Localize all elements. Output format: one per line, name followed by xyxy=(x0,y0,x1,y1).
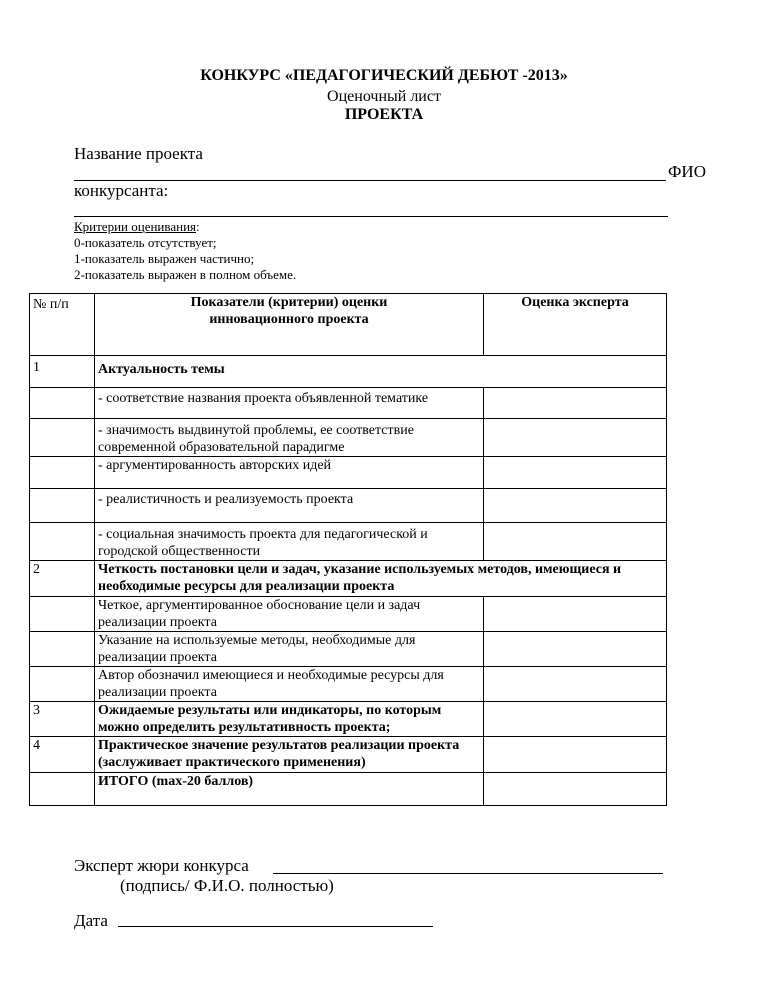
criteria-heading-suffix: : xyxy=(196,219,200,234)
score-cell[interactable] xyxy=(484,632,667,667)
date-label: Дата xyxy=(74,911,108,930)
project-name-label: Название проекта xyxy=(74,144,203,163)
document-title: КОНКУРС «ПЕДАГОГИЧЕСКИЙ ДЕБЮТ -2013» xyxy=(200,67,568,84)
header-score: Оценка эксперта xyxy=(484,294,667,356)
row-criterion-total: ИТОГО (max-20 баллов) xyxy=(95,773,484,806)
row-num xyxy=(30,388,95,419)
table-row xyxy=(30,356,667,388)
row-num: 1 xyxy=(30,356,95,388)
row-num xyxy=(30,667,95,702)
row-num xyxy=(30,523,95,561)
table-row xyxy=(30,702,667,737)
criteria-heading-text: Критерии оценивания xyxy=(74,219,197,234)
score-cell[interactable] xyxy=(484,523,667,561)
total-score-cell[interactable] xyxy=(484,773,667,806)
row-criterion: Практическое значение результатов реализации проекта (заслуживает практического применения) xyxy=(95,737,484,773)
row-criterion: Четкое, аргументированное обоснование цели и задач реализации проекта xyxy=(95,597,484,632)
row-criterion: Автор обозначил имеющиеся и необходимые ресурсы для реализации проекта xyxy=(95,667,484,702)
criteria-heading xyxy=(74,219,200,234)
criteria-item-2: 2-показатель выражен в полном объеме. xyxy=(74,267,297,282)
score-cell[interactable] xyxy=(484,702,667,737)
expert-label: Эксперт жюри конкурса xyxy=(74,856,249,875)
score-cell[interactable] xyxy=(484,489,667,523)
row-criterion: - аргументированность авторских идей xyxy=(95,457,484,489)
score-cell[interactable] xyxy=(484,388,667,419)
table-row xyxy=(30,523,667,561)
table-row xyxy=(30,489,667,523)
document-subtitle: Оценочный лист xyxy=(327,88,441,105)
row-num: 3 xyxy=(30,702,95,737)
row-criterion: Актуальность темы xyxy=(95,356,667,388)
table-row xyxy=(30,667,667,702)
document-subtitle-project: ПРОЕКТА xyxy=(344,106,424,123)
row-num xyxy=(30,457,95,489)
row-num xyxy=(30,489,95,523)
row-criterion: Ожидаемые результаты или индикаторы, по которым можно определить результативность проекта; xyxy=(95,702,484,737)
criteria-item-1: 1-показатель выражен частично; xyxy=(74,251,255,266)
criteria-item-0: 0-показатель отсутствует; xyxy=(74,235,217,250)
score-cell[interactable] xyxy=(484,667,667,702)
table-row xyxy=(30,597,667,632)
date-line[interactable] xyxy=(118,926,433,927)
table-header-row xyxy=(30,294,667,356)
table-row xyxy=(30,632,667,667)
row-num xyxy=(30,632,95,667)
row-criterion: - значимость выдвинутой проблемы, ее соответствие современной образовательной парадигме xyxy=(95,419,484,457)
row-criterion: - соответствие названия проекта объявленной тематике xyxy=(95,388,484,419)
row-criterion: - реалистичность и реализуемость проекта xyxy=(95,489,484,523)
score-cell[interactable] xyxy=(484,737,667,773)
contestant-label: конкурсанта: xyxy=(74,181,169,200)
table-row xyxy=(30,419,667,457)
score-cell[interactable] xyxy=(484,419,667,457)
table-row xyxy=(30,388,667,419)
table-row xyxy=(30,737,667,773)
row-num xyxy=(30,597,95,632)
score-cell[interactable] xyxy=(484,457,667,489)
fio-label: ФИО xyxy=(668,162,706,181)
expert-signature-line[interactable] xyxy=(273,873,663,874)
row-criterion: - социальная значимость проекта для педагогической и городской общественности xyxy=(95,523,484,561)
contestant-name-line[interactable] xyxy=(74,216,668,217)
row-num xyxy=(30,773,95,806)
row-criterion: Четкость постановки цели и задач, указание используемых методов, имеющиеся и необходимые ресурсы для реализации проекта xyxy=(95,561,667,597)
table-row xyxy=(30,457,667,489)
header-criteria: Показатели (критерии) оценки инновационного проекта xyxy=(95,294,484,356)
table-total-row xyxy=(30,773,667,806)
table-row xyxy=(30,561,667,597)
row-num: 2 xyxy=(30,561,95,597)
signature-hint: (подпись/ Ф.И.О. полностью) xyxy=(120,876,334,895)
evaluation-table xyxy=(29,293,667,806)
score-cell[interactable] xyxy=(484,597,667,632)
header-num: № п/п xyxy=(30,294,95,356)
row-num: 4 xyxy=(30,737,95,773)
row-criterion: Указание на используемые методы, необходимые для реализации проекта xyxy=(95,632,484,667)
row-num xyxy=(30,419,95,457)
